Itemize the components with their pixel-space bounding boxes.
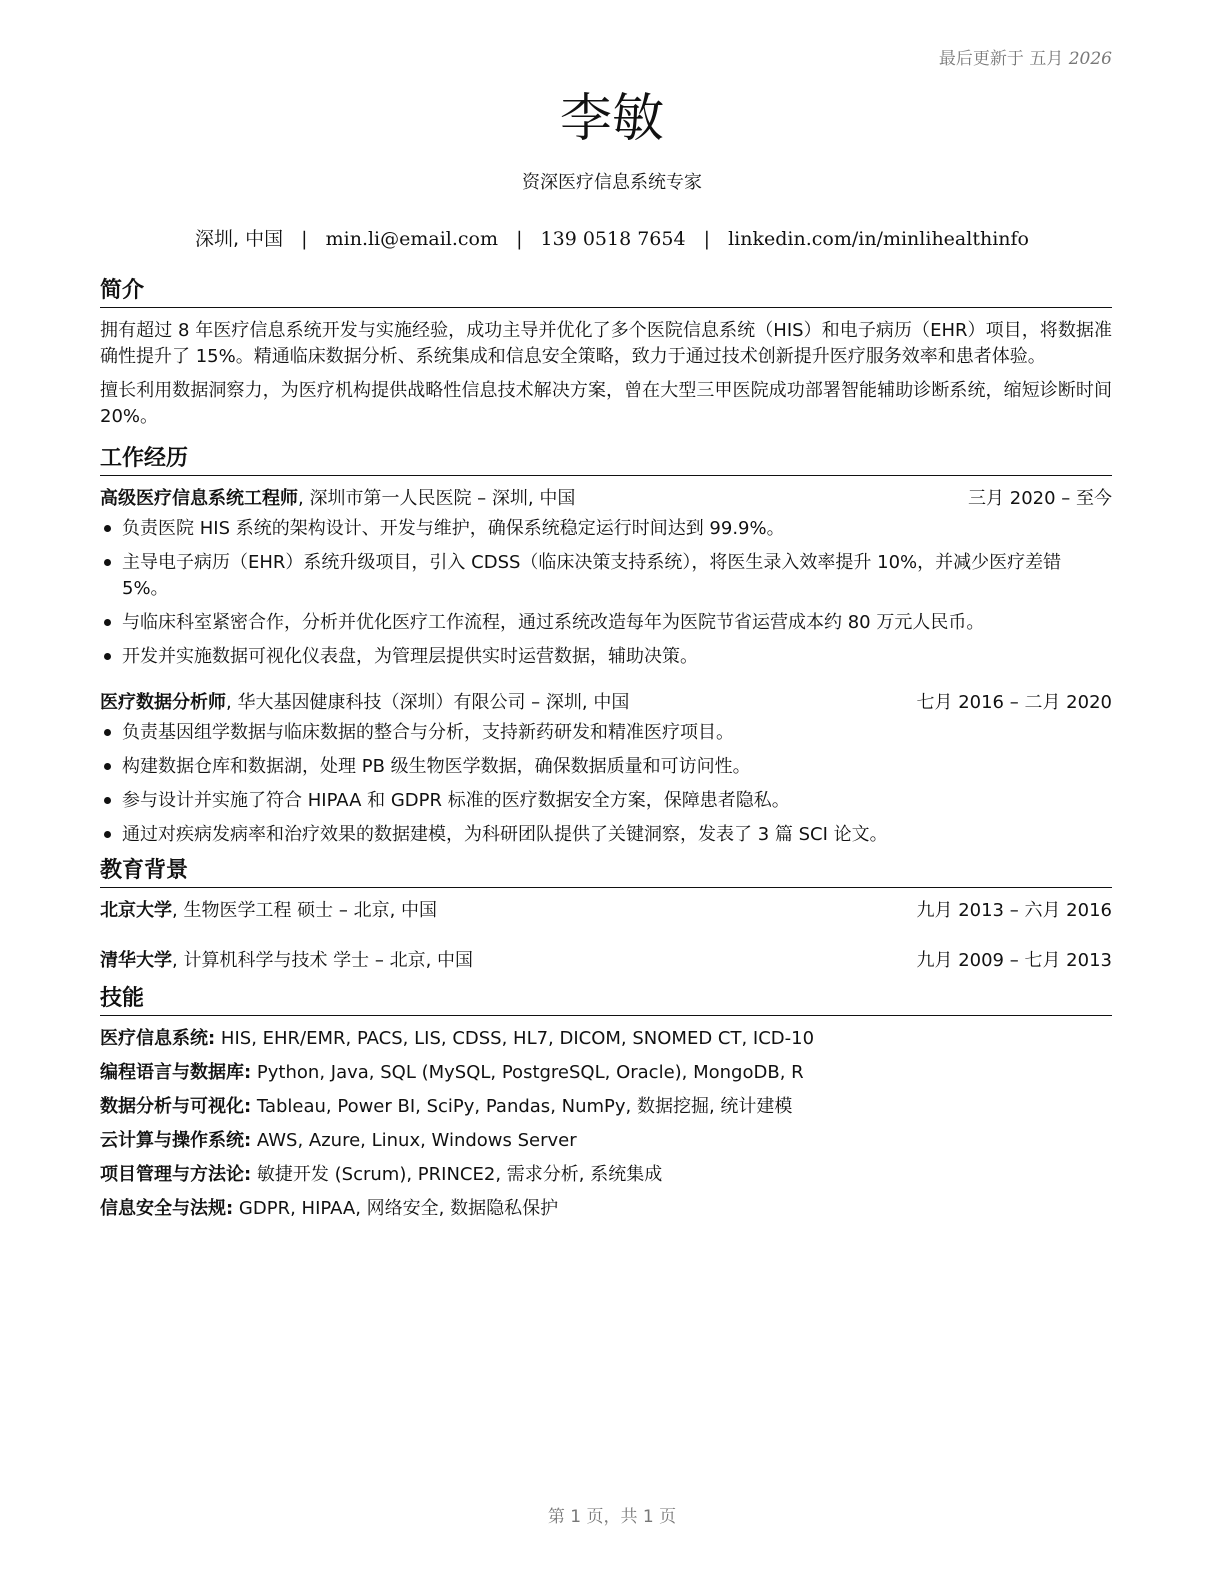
skill-label: 信息安全与法规: [100,1198,234,1219]
job-role: 高级医疗信息系统工程师 [100,488,298,509]
education-dates: 九月 2009 – 七月 2013 [916,950,1112,971]
job-entry [100,486,1112,670]
job-bullets [100,720,1112,848]
job-bullet: 通过对疾病发病率和治疗效果的数据建模，为科研团队提供了关键洞察，发表了 3 篇 SCI 论文。 [100,822,1112,848]
contact-separator: | [516,228,523,250]
last-updated [939,44,1112,69]
skill-label: 数据分析与可视化: [100,1096,252,1117]
education-entry [100,898,1112,924]
candidate-title: 资深医疗信息系统专家 [522,172,702,193]
contact-separator: | [301,228,308,250]
job-bullets [100,516,1112,670]
section-title-skills: 技能 [100,984,1112,1016]
job-entry [100,690,1112,848]
skill-label: 项目管理与方法论: [100,1164,252,1185]
skill-label: 编程语言与数据库: [100,1062,252,1083]
education-school: 北京大学 [100,900,172,921]
job-org: , 深圳市第一人民医院 – 深圳, 中国 [298,488,576,509]
skill-value: Python, Java, SQL (MySQL, PostgreSQL, Oracle), MongoDB, R [251,1062,804,1083]
skill-row [100,1094,1112,1120]
contact-separator: | [703,228,711,250]
section-title-experience: 工作经历 [100,444,1112,476]
skill-value: AWS, Azure, Linux, Windows Server [251,1130,577,1151]
contact-location: 深圳, 中国 [195,228,284,250]
job-bullet: 开发并实施数据可视化仪表盘，为管理层提供实时运营数据，辅助决策。 [100,644,1112,670]
education-detail: , 计算机科学与技术 学士 – 北京, 中国 [172,950,474,971]
skill-row [100,1162,1112,1188]
skill-value: Tableau, Power BI, SciPy, Pandas, NumPy, 数据挖掘, 统计建模 [251,1096,793,1117]
job-header [100,486,1112,512]
education-school-detail [100,898,437,924]
skill-label: 云计算与操作系统: [100,1130,252,1151]
education-detail: , 生物医学工程 硕士 – 北京, 中国 [172,900,438,921]
contact-phone[interactable]: 139 0518 7654 [540,228,686,250]
skill-row [100,1060,1112,1086]
contact-line [0,224,1224,251]
last-updated-year: 2026 [1068,49,1112,69]
contact-email[interactable]: min.li@email.com [325,228,499,250]
education-dates: 九月 2013 – 六月 2016 [916,900,1112,921]
job-role: 医疗数据分析师 [100,692,226,713]
section-title-summary: 简介 [100,276,1112,308]
job-bullet: 构建数据仓库和数据湖，处理 PB 级生物医学数据，确保数据质量和可访问性。 [100,754,1112,780]
job-role-org [100,486,575,512]
last-updated-label: 最后更新于 五月 [938,49,1064,69]
education-school-detail [100,948,473,974]
summary-paragraph: 拥有超过 8 年医疗信息系统开发与实施经验，成功主导并优化了多个医院信息系统（HIS）和电子病历（EHR）项目，将数据准确性提升了 15%。精通临床数据分析、系统集成和信息安全策略，致力于通过技术创新提升医疗服务效率和患者体验。 [100,320,1112,367]
resume-content [100,276,1112,1230]
job-bullet: 主导电子病历（EHR）系统升级项目，引入 CDSS（临床决策支持系统），将医生录入效率提升 10%，并减少医疗差错 5%。 [100,550,1112,602]
job-bullet: 负责医院 HIS 系统的架构设计、开发与维护，确保系统稳定运行时间达到 99.9%。 [100,516,1112,542]
education-entry [100,948,1112,974]
skill-value: 敏捷开发 (Scrum), PRINCE2, 需求分析, 系统集成 [251,1164,663,1185]
contact-linkedin[interactable]: linkedin.com/in/minlihealthinfo [728,228,1029,250]
job-bullet: 负责基因组学数据与临床数据的整合与分析，支持新药研发和精准医疗项目。 [100,720,1112,746]
skill-label: 医疗信息系统: [100,1028,216,1049]
candidate-name: 李敏 [559,89,664,149]
job-header [100,690,1112,716]
job-org: , 华大基因健康科技（深圳）有限公司 – 深圳, 中国 [226,692,630,713]
job-bullet: 参与设计并实施了符合 HIPAA 和 GDPR 标准的医疗数据安全方案，保障患者隐私。 [100,788,1112,814]
skill-row [100,1196,1112,1222]
job-role-org [100,690,629,716]
page-footer: 第 1 页，共 1 页 [547,1507,677,1527]
summary-paragraph: 擅长利用数据洞察力，为医疗机构提供战略性信息技术解决方案，曾在大型三甲医院成功部署智能辅助诊断系统，缩短诊断时间 20%。 [100,380,1112,427]
job-bullet: 与临床科室紧密合作，分析并优化医疗工作流程，通过系统改造每年为医院节省运营成本约 80 万元人民币。 [100,610,1112,636]
skill-value: HIS, EHR/EMR, PACS, LIS, CDSS, HL7, DICOM, SNOMED CT, ICD-10 [215,1028,815,1049]
job-dates: 七月 2016 – 二月 2020 [916,692,1112,713]
skill-row [100,1128,1112,1154]
education-school: 清华大学 [100,950,172,971]
skill-row [100,1026,1112,1052]
skill-value: GDPR, HIPAA, 网络安全, 数据隐私保护 [233,1198,559,1219]
job-dates: 三月 2020 – 至今 [968,488,1112,509]
section-title-education: 教育背景 [100,856,1112,888]
